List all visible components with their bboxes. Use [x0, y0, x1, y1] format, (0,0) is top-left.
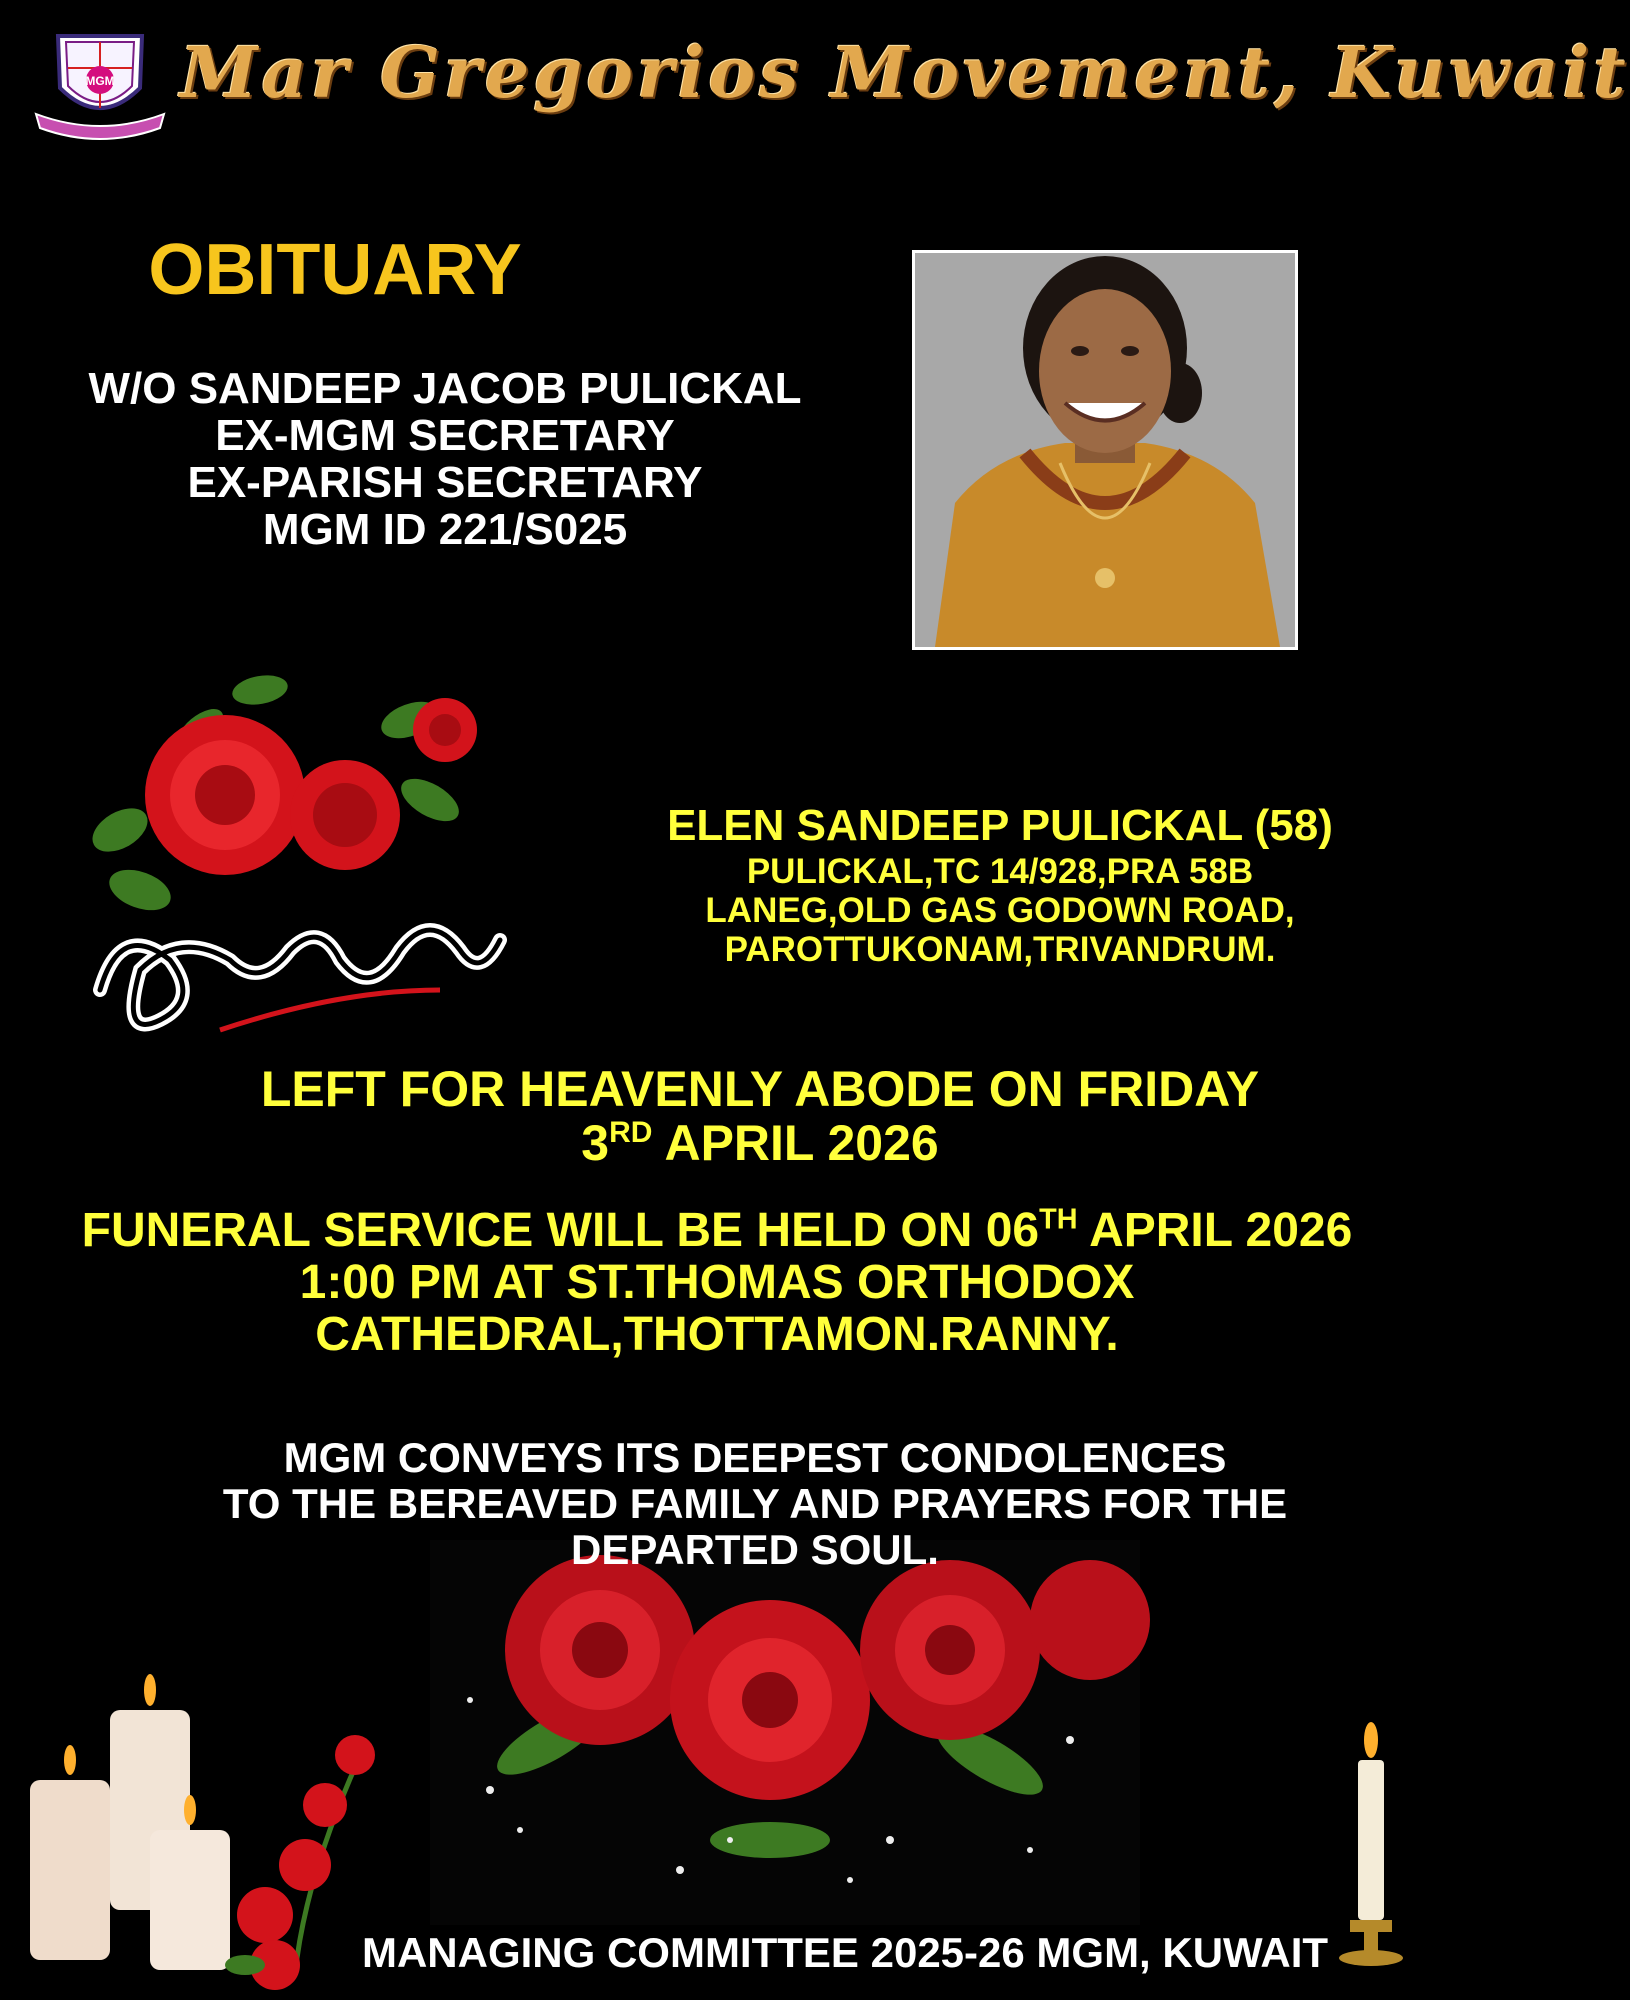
funeral-date-suffix: TH	[1039, 1203, 1078, 1236]
address-line: PULICKAL,TC 14/928,PRA 58B	[746, 852, 1254, 891]
relation-line: W/O SANDEEP JACOB PULICKAL	[88, 364, 802, 413]
relation-line: EX-MGM SECRETARY	[215, 411, 675, 460]
address-line: LANEG,OLD GAS GODOWN ROAD,	[705, 891, 1295, 930]
funeral-date-end: APRIL 2026	[1077, 1204, 1353, 1257]
funeral-line	[20, 1205, 1414, 1257]
rose-bouquet-decoration	[80, 660, 520, 1060]
relation-line: MGM ID 221/S025	[262, 505, 628, 554]
passing-date	[160, 1116, 1360, 1170]
roses-photo	[430, 1540, 1140, 1925]
passing-day-suffix: RD	[609, 1116, 653, 1149]
obituary-heading: OBITUARY	[148, 230, 522, 310]
portrait-photo	[912, 250, 1298, 650]
deceased-info	[610, 800, 1390, 969]
funeral-line: 1:00 PM AT ST.THOMAS ORTHODOX	[299, 1256, 1135, 1309]
logo-text: MGM	[85, 74, 115, 88]
condolence-line: DEPARTED SOUL.	[571, 1526, 939, 1573]
funeral-line: CATHEDRAL,THOTTAMON.RANNY.	[315, 1308, 1119, 1361]
funeral-notice	[20, 1205, 1414, 1361]
relation-details	[30, 365, 860, 553]
deceased-name: ELEN SANDEEP PULICKAL (58)	[667, 801, 1333, 850]
passing-day: 3	[581, 1115, 610, 1171]
passing-notice	[160, 1062, 1360, 1170]
committee-footer: MANAGING COMMITTEE 2025-26 MGM, KUWAIT	[361, 1929, 1329, 1976]
funeral-date-prefix: FUNERAL SERVICE WILL BE HELD ON 06	[81, 1204, 1040, 1257]
condolence-line: MGM CONVEYS ITS DEEPEST CONDOLENCES	[283, 1434, 1227, 1481]
condolence-message	[130, 1435, 1380, 1573]
relation-line: EX-PARISH SECRETARY	[187, 458, 703, 507]
mgm-logo	[30, 28, 170, 140]
passing-line: LEFT FOR HEAVENLY ABODE ON FRIDAY	[260, 1061, 1260, 1117]
passing-month-year: APRIL 2026	[652, 1115, 939, 1171]
condolence-line: TO THE BEREAVED FAMILY AND PRAYERS FOR THE	[222, 1480, 1288, 1527]
organization-title: Mar Gregorios Movement, Kuwait	[180, 31, 1630, 114]
address-line: PAROTTUKONAM,TRIVANDRUM.	[724, 930, 1276, 969]
